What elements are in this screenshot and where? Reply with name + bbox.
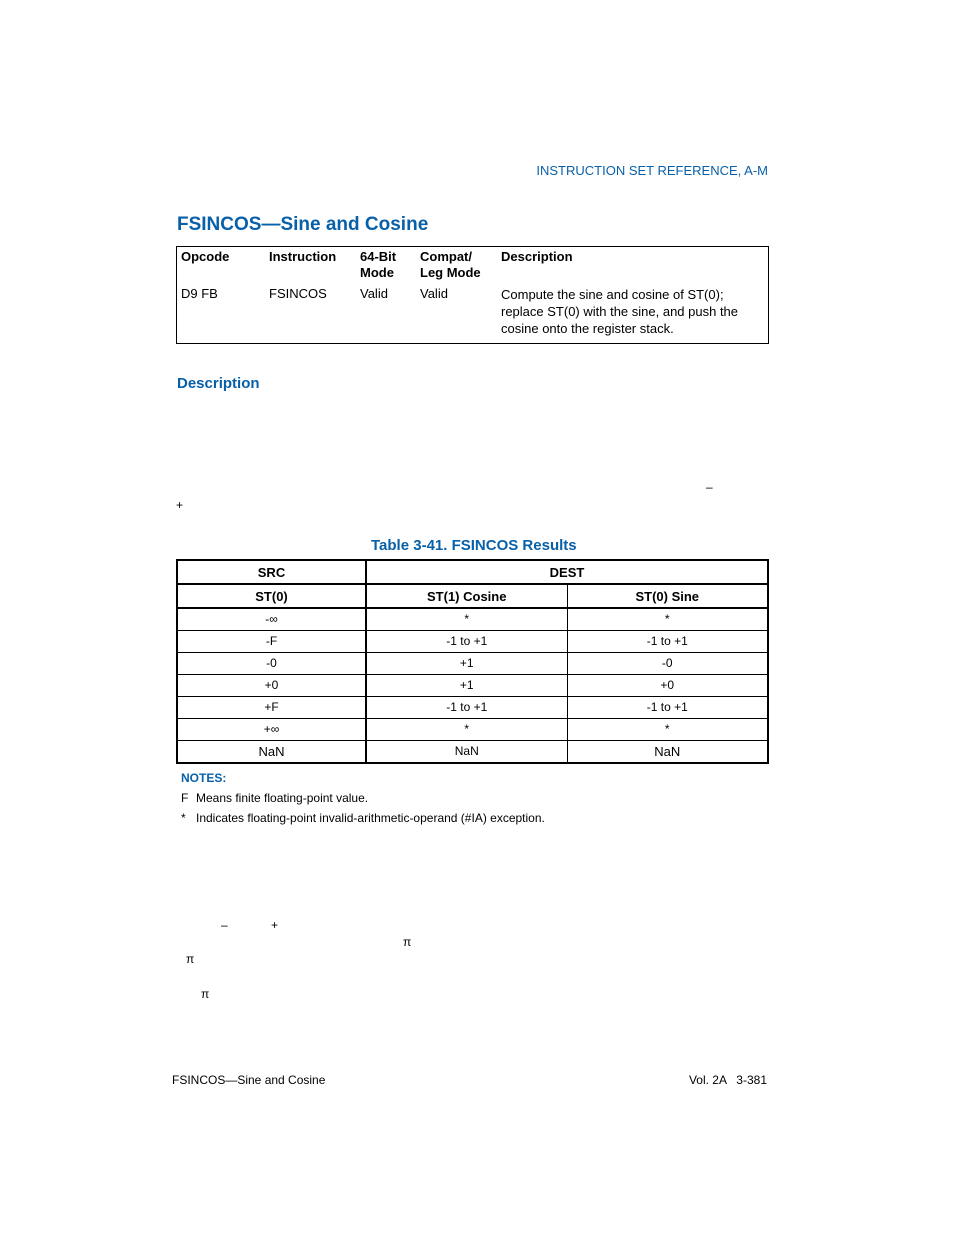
table-row bbox=[177, 608, 768, 631]
cell-src: -F bbox=[177, 631, 366, 653]
cell-cosine: * bbox=[366, 608, 567, 631]
stray-pi: π bbox=[186, 952, 195, 966]
cell-cosine: +1 bbox=[366, 653, 567, 675]
cell-src: +0 bbox=[177, 675, 366, 697]
cell-sine: +0 bbox=[567, 675, 768, 697]
cell-sine: NaN bbox=[567, 741, 768, 764]
table-row bbox=[177, 653, 768, 675]
cell-src: NaN bbox=[177, 741, 366, 764]
results-table bbox=[176, 559, 769, 764]
stray-minus: – bbox=[221, 918, 228, 932]
cell-sine: * bbox=[567, 608, 768, 631]
cell-src: -∞ bbox=[177, 608, 366, 631]
cell-cosine: -1 to +1 bbox=[366, 631, 567, 653]
opcode-table bbox=[176, 246, 769, 344]
cell-src: +∞ bbox=[177, 719, 366, 741]
col-header-st1-cosine: ST(1) Cosine bbox=[366, 584, 567, 608]
compat-value: Valid bbox=[420, 286, 448, 301]
cell-sine: * bbox=[567, 719, 768, 741]
note-item bbox=[181, 811, 545, 825]
mode64-value: Valid bbox=[360, 286, 388, 301]
table-caption: Table 3-41. FSINCOS Results bbox=[371, 537, 577, 554]
table-row bbox=[177, 675, 768, 697]
column-header-row bbox=[177, 584, 768, 608]
stray-pi: π bbox=[403, 935, 412, 949]
page-title: FSINCOS—Sine and Cosine bbox=[177, 214, 429, 235]
footer-right: Vol. 2A 3-381 bbox=[688, 1073, 767, 1087]
col-header-instruction: Instruction bbox=[269, 249, 337, 264]
note-item bbox=[181, 791, 368, 805]
note-marker: * bbox=[181, 811, 186, 825]
stray-plus: + bbox=[176, 498, 184, 512]
note-text: Indicates floating-point invalid-arithmetic-operand (#IA) exception. bbox=[196, 811, 545, 825]
cell-cosine: NaN bbox=[366, 741, 567, 764]
cell-cosine: +1 bbox=[366, 675, 567, 697]
table-row bbox=[177, 631, 768, 653]
table-row bbox=[177, 741, 768, 764]
stray-minus: – bbox=[706, 480, 713, 494]
footer-left: FSINCOS—Sine and Cosine bbox=[172, 1073, 326, 1087]
cell-cosine: -1 to +1 bbox=[366, 697, 567, 719]
cell-sine: -1 to +1 bbox=[567, 631, 768, 653]
instruction-value: FSINCOS bbox=[269, 286, 327, 301]
cell-sine: -1 to +1 bbox=[567, 697, 768, 719]
col-header-compat-leg-mode: Compat/ Leg Mode bbox=[420, 249, 481, 280]
cell-src: +F bbox=[177, 697, 366, 719]
stray-plus: + bbox=[271, 918, 279, 932]
col-header-64bit-mode: 64-Bit Mode bbox=[360, 249, 397, 280]
col-header-description: Description bbox=[501, 249, 573, 264]
col-header-st0-sine: ST(0) Sine bbox=[567, 584, 768, 608]
group-header-src: SRC bbox=[177, 560, 366, 584]
running-header: INSTRUCTION SET REFERENCE, A-M bbox=[536, 163, 768, 178]
description-value: Compute the sine and cosine of ST(0); replace ST(0) with the sine, and push the cosine onto the register stack. bbox=[501, 287, 739, 336]
cell-src: -0 bbox=[177, 653, 366, 675]
notes-label: NOTES: bbox=[181, 771, 227, 785]
note-marker: F bbox=[181, 791, 189, 805]
table-row bbox=[177, 697, 768, 719]
section-heading-description: Description bbox=[177, 375, 260, 392]
cell-cosine: * bbox=[366, 719, 567, 741]
group-header-dest: DEST bbox=[366, 560, 768, 584]
note-text: Means finite floating-point value. bbox=[196, 791, 369, 805]
table-row bbox=[177, 719, 768, 741]
group-header-row bbox=[177, 560, 768, 584]
col-header-opcode: Opcode bbox=[181, 249, 230, 264]
opcode-value: D9 FB bbox=[181, 286, 218, 301]
stray-pi: π bbox=[201, 987, 210, 1001]
col-header-st0: ST(0) bbox=[177, 584, 366, 608]
cell-sine: -0 bbox=[567, 653, 768, 675]
